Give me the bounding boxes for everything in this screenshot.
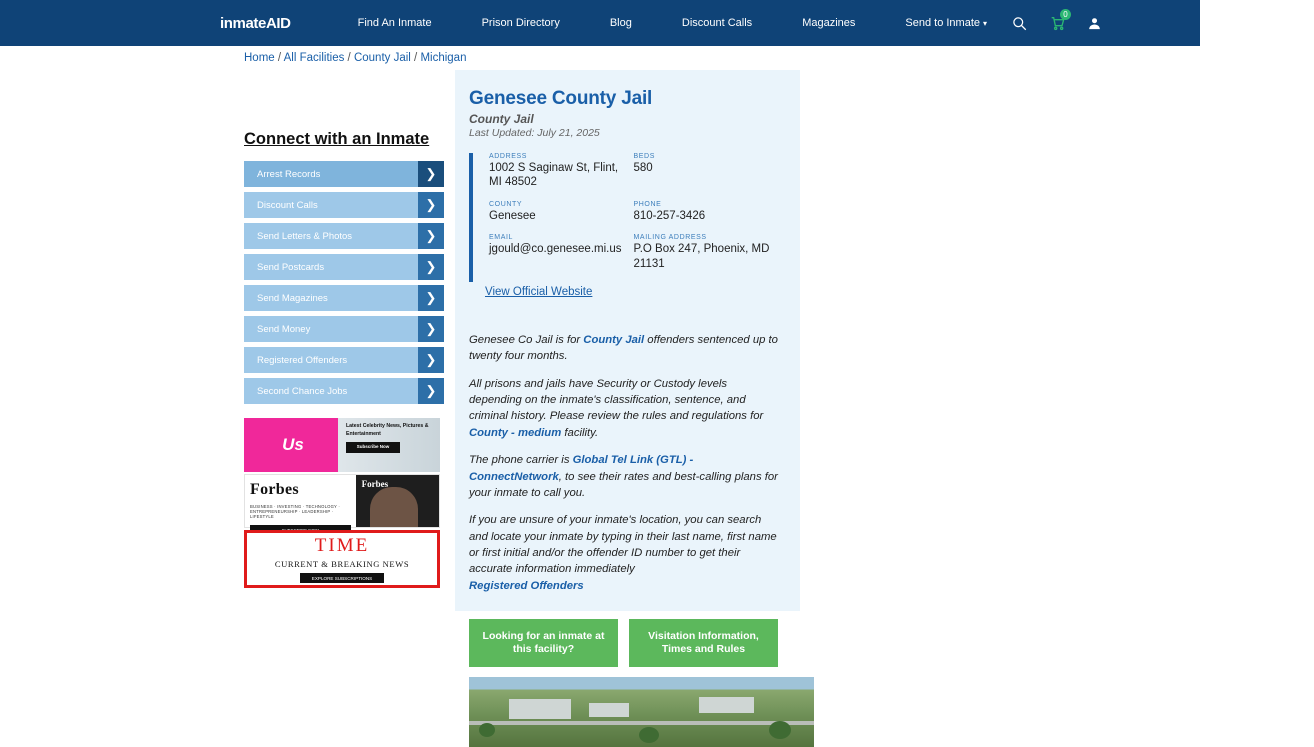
sidebar-item-label: Send Letters & Photos	[244, 223, 418, 249]
breadcrumb-all-facilities[interactable]: All Facilities	[283, 52, 345, 64]
facility-field-mailing-address	[634, 234, 779, 271]
facility-action-buttons	[455, 611, 800, 677]
breadcrumb-county-jail[interactable]: County Jail	[353, 52, 411, 64]
facility-field-value: jgould@co.genesee.mi.us	[489, 243, 622, 256]
facility-field-value: Genesee	[489, 209, 536, 222]
sidebar-item-second-chance-jobs[interactable]	[244, 378, 444, 404]
facility-field-label: COUNTY	[489, 200, 523, 208]
content-wrapper	[0, 70, 1200, 747]
forbes-ad-brand: Forbes	[250, 481, 299, 498]
breadcrumb	[244, 52, 466, 64]
ad-stack	[244, 418, 440, 588]
photo-building	[589, 703, 629, 717]
facility-field-label: ADDRESS	[489, 153, 528, 160]
facility-field-label: BEDS	[633, 153, 655, 160]
nav-magazines[interactable]: Magazines	[802, 17, 856, 29]
facility-field-value: 580	[633, 162, 653, 174]
sidebar-item-send-money[interactable]	[244, 316, 444, 342]
facility-field-beds	[634, 153, 779, 190]
description-paragraph-4: If you are unsure of your inmate's location, you can search and locate your inmate by typing in their last name, first name or first initial and/or the offender ID number to get their accurate information immediately Registered Offenders	[469, 512, 778, 594]
cart-badge: 0	[1060, 9, 1071, 20]
chevron-down-icon: ▾	[983, 19, 988, 28]
facility-field-county	[489, 201, 634, 223]
forbes-ad-cover-word: Forbes	[361, 479, 389, 489]
forbes-ad-copy	[245, 475, 356, 527]
photo-tree	[639, 727, 659, 743]
breadcrumb-sep-1: /	[274, 52, 284, 64]
sidebar-item-send-postcards[interactable]	[244, 254, 444, 280]
visitation-info-button[interactable]: Visitation Information, Times and Rules	[629, 619, 778, 667]
user-icon[interactable]	[1087, 16, 1102, 31]
sidebar-item-registered-offenders[interactable]	[244, 347, 444, 373]
chevron-right-icon: ❯	[418, 161, 444, 187]
facility-description	[455, 316, 800, 611]
nav-discount-calls[interactable]: Discount Calls	[681, 17, 753, 29]
facility-last-updated: Last Updated: July 21, 2025	[469, 127, 600, 139]
brand-logo[interactable]	[220, 15, 291, 32]
us-weekly-ad-headline: Latest Celebrity News, Pictures & Entertainment	[346, 423, 429, 437]
breadcrumb-state[interactable]: Michigan	[420, 52, 467, 64]
nav-blog[interactable]: Blog	[609, 17, 632, 29]
photo-building	[509, 699, 571, 719]
photo-building	[699, 697, 754, 713]
time-ad-tagline: CURRENT & BREAKING NEWS	[274, 559, 410, 569]
photo-tree	[479, 723, 495, 737]
page-title: Genesee County Jail	[469, 88, 653, 109]
sidebar-item-label: Arrest Records	[244, 161, 418, 187]
time-ad[interactable]	[244, 530, 440, 588]
nav-prison-directory[interactable]: Prison Directory	[481, 17, 560, 29]
sidebar-item-send-letters-photos[interactable]	[244, 223, 444, 249]
chevron-right-icon: ❯	[418, 254, 444, 280]
sidebar-item-label: Second Chance Jobs	[244, 378, 418, 404]
sidebar-title: Connect with an Inmate	[244, 130, 430, 148]
sidebar-item-label: Send Magazines	[244, 285, 418, 311]
description-paragraph-3: The phone carrier is Global Tel Link (GTL) - ConnectNetwork, to see their rates and best-calling plans for your inmate to call you.	[469, 454, 778, 499]
nav-right-icons	[1012, 10, 1314, 31]
facility-info-block	[469, 153, 778, 282]
time-ad-button[interactable]: EXPLORE SUBSCRIPTIONS	[300, 573, 385, 583]
us-weekly-ad-brand: Us	[282, 435, 304, 454]
chevron-right-icon: ❯	[418, 378, 444, 404]
us-weekly-ad-button[interactable]: Subscribe Now	[346, 442, 400, 453]
sidebar-item-arrest-records[interactable]	[244, 161, 444, 187]
facility-field-address	[489, 153, 634, 190]
chevron-right-icon: ❯	[418, 316, 444, 342]
nav-find-an-inmate[interactable]: Find An Inmate	[357, 17, 432, 29]
facility-field-value: 1002 S Saginaw St, Flint, MI 48502	[489, 162, 619, 189]
facility-field-phone	[634, 201, 779, 223]
description-paragraph-2: All prisons and jails have Security or Custody levels depending on the inmate's classification, sentence, and criminal history. Please review the rules and regulations for County - medium facility.	[469, 377, 764, 439]
forbes-ad-cover-image	[356, 475, 439, 527]
top-navbar	[0, 0, 1200, 46]
nav-links	[333, 17, 1012, 29]
sidebar-item-discount-calls[interactable]	[244, 192, 444, 218]
photo-tree	[769, 721, 791, 739]
facility-aerial-photo	[469, 677, 814, 747]
sidebar-item-label: Discount Calls	[244, 192, 418, 218]
chevron-right-icon: ❯	[418, 347, 444, 373]
facility-type: County Jail	[469, 112, 534, 126]
facility-field-value: P.O Box 247, Phoenix, MD 21131	[633, 243, 770, 270]
nav-send-to-inmate[interactable]	[880, 17, 1012, 29]
facility-field-email	[489, 234, 634, 271]
facility-field-label: EMAIL	[489, 234, 514, 242]
facility-field-label: MAILING ADDRESS	[633, 234, 707, 242]
us-weekly-ad[interactable]	[244, 418, 440, 472]
sidebar	[0, 70, 455, 747]
sidebar-item-send-magazines[interactable]	[244, 285, 444, 311]
description-paragraph-1: Genesee Co Jail is for County Jail offenders sentenced up to twenty four months.	[469, 333, 778, 363]
breadcrumb-home[interactable]: Home	[244, 52, 275, 64]
facility-main	[455, 70, 800, 747]
desc-link-carrier[interactable]: Global Tel Link (GTL) - ConnectNetwork	[469, 454, 694, 483]
desc-link-registered-offenders[interactable]: Registered Offenders	[469, 579, 584, 592]
desc-link-county-jail[interactable]: County Jail	[583, 333, 645, 346]
breadcrumb-sep-3: /	[410, 52, 421, 64]
looking-for-inmate-button[interactable]: Looking for an inmate at this facility?	[469, 619, 618, 667]
facility-field-value: 810-257-3426	[633, 209, 706, 222]
sidebar-item-label: Send Postcards	[244, 254, 418, 280]
facility-header-panel	[455, 70, 800, 316]
search-icon[interactable]	[1012, 16, 1027, 31]
chevron-right-icon: ❯	[418, 285, 444, 311]
time-ad-brand: TIME	[314, 535, 370, 556]
forbes-ad-cover-portrait	[370, 487, 418, 527]
breadcrumb-sep-2: /	[344, 52, 354, 64]
sidebar-item-label: Send Money	[244, 316, 418, 342]
brand-text: inmateAID	[220, 14, 291, 32]
nav-send-to-inmate-label: Send to Inmate	[905, 17, 980, 29]
chevron-right-icon: ❯	[418, 192, 444, 218]
forbes-ad[interactable]	[244, 474, 440, 528]
official-website-link[interactable]: View Official Website	[485, 285, 593, 298]
chevron-right-icon: ❯	[418, 223, 444, 249]
desc-link-county-medium[interactable]: County - medium	[469, 426, 562, 439]
us-weekly-ad-copy	[342, 418, 440, 472]
photo-road	[469, 721, 814, 725]
forbes-ad-tagline: BUSINESS · INVESTING · TECHNOLOGY · ENTREPRENEURSHIP · LEADERSHIP · LIFESTYLE	[250, 504, 340, 519]
cart-icon[interactable]	[1049, 10, 1068, 31]
sidebar-item-label: Registered Offenders	[244, 347, 418, 373]
facility-field-label: PHONE	[633, 200, 662, 208]
